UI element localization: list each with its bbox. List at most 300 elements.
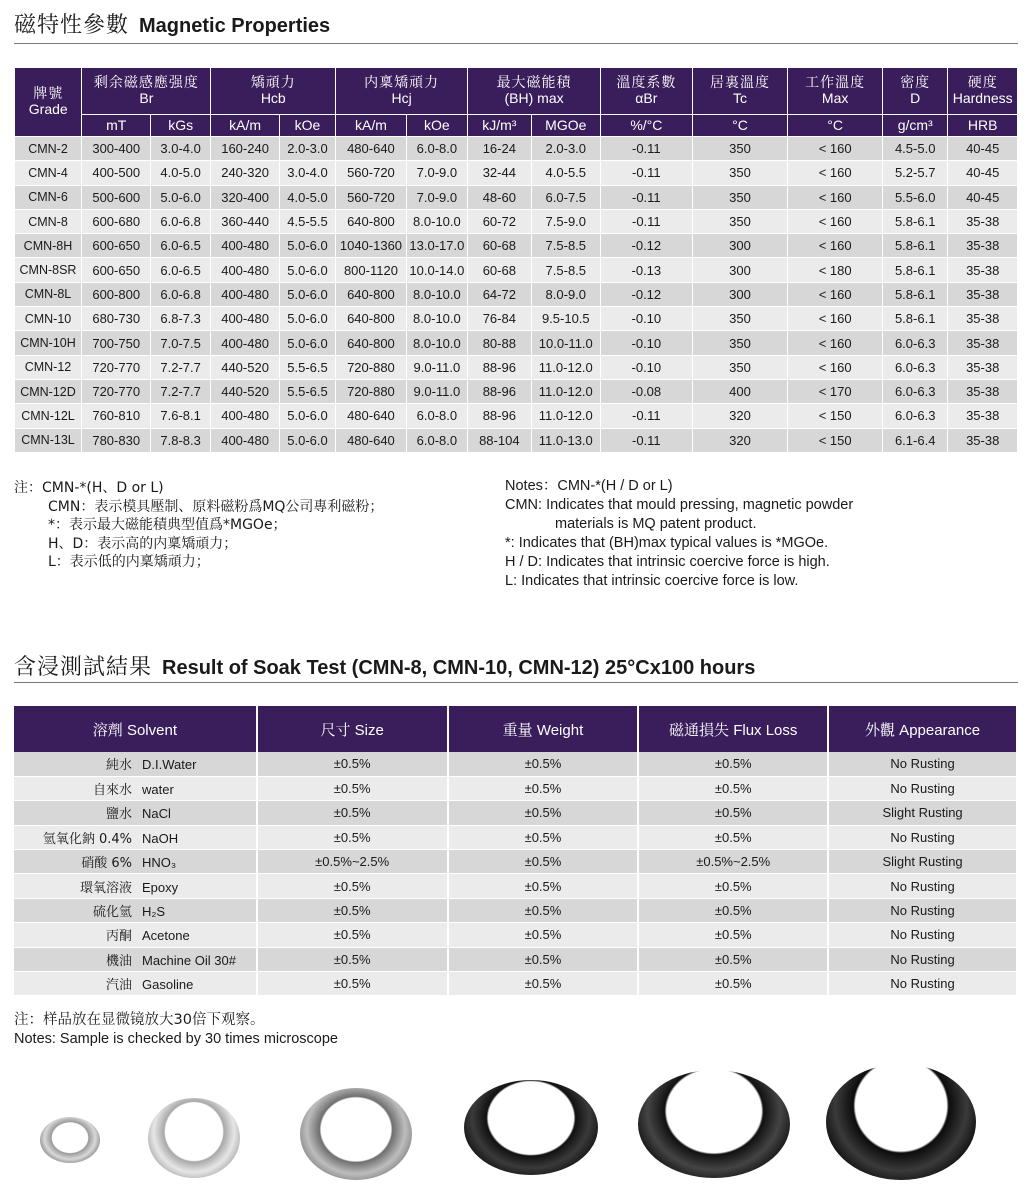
table-row: [14, 825, 1017, 849]
table-cell: 6.0-8.0: [406, 428, 467, 452]
grade-cell: CMN-10H: [15, 331, 82, 355]
grade-cell: CMN-12: [15, 355, 82, 379]
table-cell: 560-720: [336, 185, 406, 209]
solvent-name-cn: 硝酸 6%: [81, 856, 132, 872]
size-cell: ±0.5%: [257, 801, 448, 825]
table-cell: 7.5-8.5: [531, 234, 600, 258]
weight-cell: ±0.5%: [448, 776, 639, 800]
table-cell: 480-640: [336, 137, 406, 161]
table-cell: 11.0-13.0: [531, 428, 600, 452]
flux-cell: ±0.5%: [638, 752, 828, 776]
table-cell: 4.0-5.0: [279, 185, 335, 209]
table-cell: 9.0-11.0: [406, 355, 467, 379]
table-cell: < 160: [788, 234, 883, 258]
table-cell: 7.6-8.1: [150, 404, 210, 428]
header-grade: 牌號 Grade: [15, 68, 82, 137]
table-row: [14, 874, 1017, 898]
table-cell: < 150: [788, 428, 883, 452]
weight-cell: ±0.5%: [448, 801, 639, 825]
table-cell: -0.11: [601, 161, 693, 185]
table-cell: 600-800: [82, 282, 150, 306]
table-cell: 8.0-10.0: [406, 209, 467, 233]
table-cell: 5.0-6.0: [279, 282, 335, 306]
unit-header-cell: kA/m: [336, 115, 406, 137]
soak-header-cell: 重量 Weight: [448, 706, 639, 752]
table-cell: 35-38: [948, 234, 1018, 258]
weight-cell: ±0.5%: [448, 874, 639, 898]
soak-header-cell: 外觀 Appearance: [828, 706, 1017, 752]
flux-cell: ±0.5%: [638, 923, 828, 947]
table-cell: 5.5-6.0: [882, 185, 947, 209]
table-cell: 4.5-5.5: [279, 209, 335, 233]
table-cell: < 160: [788, 185, 883, 209]
table-cell: 480-640: [336, 404, 406, 428]
table-cell: 48-60: [468, 185, 531, 209]
note-line: CMN：表示模具壓制、原料磁粉爲MQ公司專利磁粉；: [48, 498, 384, 515]
table-cell: 60-68: [468, 258, 531, 282]
table-row: [15, 258, 1018, 282]
table-cell: 600-680: [82, 209, 150, 233]
table-cell: 640-800: [336, 209, 406, 233]
appearance-cell: No Rusting: [828, 776, 1017, 800]
table-cell: 480-640: [336, 428, 406, 452]
table-cell: 640-800: [336, 282, 406, 306]
table-cell: 7.5-8.5: [531, 258, 600, 282]
solvent-name-cn: 純水: [105, 758, 132, 774]
table-cell: < 160: [788, 137, 883, 161]
table-row: [14, 801, 1017, 825]
table-cell: 720-770: [82, 355, 150, 379]
unit-header-cell: %/°C: [601, 115, 693, 137]
table-cell: 640-800: [336, 331, 406, 355]
footnote-cn: 注：样品放在显微镜放大30倍下观察。: [14, 1012, 265, 1028]
table-cell: < 170: [788, 379, 883, 403]
table-cell: < 160: [788, 355, 883, 379]
table-cell: 560-720: [336, 161, 406, 185]
soak-header-cell: 磁通損失 Flux Loss: [638, 706, 828, 752]
grade-cell: CMN-10: [15, 307, 82, 331]
note-line: 注：CMN-*(H、D or L): [14, 480, 164, 496]
table-cell: 9.0-11.0: [406, 379, 467, 403]
flux-cell: ±0.5%: [638, 825, 828, 849]
table-cell: 240-320: [211, 161, 279, 185]
table-cell: 5.8-6.1: [882, 258, 947, 282]
soak-title-cn: 含浸測試結果: [14, 655, 153, 680]
table-cell: 35-38: [948, 428, 1018, 452]
table-cell: 8.0-9.0: [531, 282, 600, 306]
table-cell: 7.2-7.7: [150, 379, 210, 403]
table-cell: 10.0-11.0: [531, 331, 600, 355]
weight-cell: ±0.5%: [448, 923, 639, 947]
soak-header-cell: 溶劑 Solvent: [14, 706, 257, 752]
table-cell: 16-24: [468, 137, 531, 161]
flux-cell: ±0.5%: [638, 947, 828, 971]
table-cell: 6.0-6.5: [150, 258, 210, 282]
header-hcj: 内稟矯頑力 Hcj: [336, 68, 468, 115]
header-hardness: 硬度 Hardness: [948, 68, 1018, 115]
solvent-cell: [14, 972, 257, 996]
table-cell: 350: [692, 161, 788, 185]
unit-header-cell: kOe: [406, 115, 467, 137]
solvent-name-en: D.I.Water: [142, 757, 197, 773]
appearance-cell: No Rusting: [828, 972, 1017, 996]
table-cell: 5.0-6.0: [279, 428, 335, 452]
flux-cell: ±0.5%: [638, 972, 828, 996]
unit-header-cell: HRB: [948, 115, 1018, 137]
magnet-ring-black-2: [638, 1070, 790, 1178]
table-cell: 4.5-5.0: [882, 137, 947, 161]
table-cell: 300: [692, 234, 788, 258]
flux-cell: ±0.5%: [638, 874, 828, 898]
magnetic-properties-title: [14, 8, 330, 39]
table-row: [14, 752, 1017, 776]
table-row: [15, 307, 1018, 331]
table-row: [15, 137, 1018, 161]
grade-cell: CMN-8SR: [15, 258, 82, 282]
solvent-cell: [14, 947, 257, 971]
header-hcb: 矯頑力 Hcb: [211, 68, 336, 115]
footnote-en: Notes: Sample is checked by 30 times microscope: [14, 1031, 338, 1047]
weight-cell: ±0.5%: [448, 972, 639, 996]
grade-cell: CMN-6: [15, 185, 82, 209]
table-cell: 350: [692, 331, 788, 355]
table-cell: -0.10: [601, 331, 693, 355]
unit-header-cell: kA/m: [211, 115, 279, 137]
table-row: [15, 185, 1018, 209]
table-cell: 40-45: [948, 161, 1018, 185]
table-cell: -0.11: [601, 404, 693, 428]
weight-cell: ±0.5%: [448, 898, 639, 922]
table-cell: 7.5-9.0: [531, 209, 600, 233]
table-cell: 300: [692, 258, 788, 282]
title-cn: 磁特性參數: [14, 13, 130, 38]
table-cell: 780-830: [82, 428, 150, 452]
table-cell: 5.8-6.1: [882, 209, 947, 233]
table-cell: 11.0-12.0: [531, 355, 600, 379]
table-cell: 1040-1360: [336, 234, 406, 258]
table-cell: < 160: [788, 331, 883, 355]
note-line: Notes：CMN-*(H / D or L): [505, 478, 673, 494]
table-cell: 11.0-12.0: [531, 404, 600, 428]
weight-cell: ±0.5%: [448, 850, 639, 874]
appearance-cell: Slight Rusting: [828, 801, 1017, 825]
table-cell: 35-38: [948, 355, 1018, 379]
magnet-ring-large-silver: [300, 1088, 412, 1180]
magnetic-properties-table: [14, 67, 1018, 453]
table-cell: 5.0-6.0: [279, 234, 335, 258]
header-density: 密度 D: [882, 68, 947, 115]
table-cell: -0.10: [601, 307, 693, 331]
table-cell: 320-400: [211, 185, 279, 209]
table-cell: 360-440: [211, 209, 279, 233]
table-cell: 320: [692, 404, 788, 428]
unit-header-cell: g/cm³: [882, 115, 947, 137]
grade-cell: CMN-8L: [15, 282, 82, 306]
table-row: [14, 898, 1017, 922]
table-cell: 5.0-6.0: [150, 185, 210, 209]
appearance-cell: No Rusting: [828, 898, 1017, 922]
table-cell: 4.0-5.0: [150, 161, 210, 185]
table-cell: 5.0-6.0: [279, 258, 335, 282]
table-cell: 350: [692, 137, 788, 161]
table-row: [15, 379, 1018, 403]
unit-header-cell: kJ/m³: [468, 115, 531, 137]
table-cell: 6.0-7.5: [531, 185, 600, 209]
magnet-ring-medium-silver: [148, 1098, 240, 1178]
weight-cell: ±0.5%: [448, 752, 639, 776]
table-cell: 400-480: [211, 428, 279, 452]
table-cell: 35-38: [948, 282, 1018, 306]
table-cell: 76-84: [468, 307, 531, 331]
grade-cell: CMN-8: [15, 209, 82, 233]
solvent-cell: [14, 850, 257, 874]
table-row: [15, 209, 1018, 233]
size-cell: ±0.5%: [257, 972, 448, 996]
header-working-temp: 工作溫度 Max: [788, 68, 883, 115]
table-cell: 60-72: [468, 209, 531, 233]
solvent-name-cn: 汽油: [105, 978, 132, 994]
solvent-name-cn: 自來水: [92, 783, 132, 799]
table-cell: 440-520: [211, 379, 279, 403]
title-en: Magnetic Properties: [139, 15, 331, 37]
grade-cell: CMN-12D: [15, 379, 82, 403]
solvent-name-en: Machine Oil 30#: [142, 952, 236, 968]
grade-cell: CMN-4: [15, 161, 82, 185]
table-cell: 400-480: [211, 404, 279, 428]
table-cell: 80-88: [468, 331, 531, 355]
table-cell: 680-730: [82, 307, 150, 331]
table-cell: 35-38: [948, 209, 1018, 233]
unit-header-cell: MGOe: [531, 115, 600, 137]
table-cell: 9.5-10.5: [531, 307, 600, 331]
title-divider: [14, 43, 1018, 44]
table-cell: 7.0-9.0: [406, 161, 467, 185]
flux-cell: ±0.5%: [638, 776, 828, 800]
table-row: [15, 331, 1018, 355]
table-cell: 500-600: [82, 185, 150, 209]
table-cell: -0.13: [601, 258, 693, 282]
table-cell: -0.10: [601, 355, 693, 379]
table-cell: -0.11: [601, 137, 693, 161]
table-cell: 3.0-4.0: [150, 137, 210, 161]
table-cell: 35-38: [948, 379, 1018, 403]
size-cell: ±0.5%: [257, 752, 448, 776]
table-cell: 720-880: [336, 379, 406, 403]
table-cell: 10.0-14.0: [406, 258, 467, 282]
table-cell: 350: [692, 307, 788, 331]
table-cell: 350: [692, 355, 788, 379]
table-cell: 760-810: [82, 404, 150, 428]
solvent-name-en: Gasoline: [142, 977, 194, 993]
soak-test-title: [14, 650, 755, 681]
table-cell: 400-480: [211, 258, 279, 282]
soak-header-cell: 尺寸 Size: [257, 706, 448, 752]
solvent-cell: [14, 923, 257, 947]
table-row: [14, 947, 1017, 971]
solvent-name-en: Acetone: [142, 928, 190, 944]
table-cell: 6.0-8.0: [406, 404, 467, 428]
table-cell: 8.0-10.0: [406, 282, 467, 306]
table-cell: 5.0-6.0: [279, 307, 335, 331]
table-cell: 400-480: [211, 234, 279, 258]
table-row: [15, 234, 1018, 258]
table-cell: 600-650: [82, 258, 150, 282]
table-row: [14, 923, 1017, 947]
note-line: *: Indicates that (BH)max typical values is *MGOe.: [505, 535, 829, 551]
table-cell: 800-1120: [336, 258, 406, 282]
table-cell: 7.2-7.7: [150, 355, 210, 379]
table-cell: < 160: [788, 282, 883, 306]
weight-cell: ±0.5%: [448, 947, 639, 971]
grade-cell: CMN-12L: [15, 404, 82, 428]
table-cell: 6.0-6.3: [882, 404, 947, 428]
table-cell: < 180: [788, 258, 883, 282]
table-cell: < 160: [788, 307, 883, 331]
table-cell: 2.0-3.0: [279, 137, 335, 161]
solvent-name-en: Epoxy: [142, 879, 179, 895]
table-cell: 6.0-6.8: [150, 209, 210, 233]
appearance-cell: No Rusting: [828, 825, 1017, 849]
table-cell: 6.0-6.3: [882, 379, 947, 403]
table-cell: 350: [692, 209, 788, 233]
appearance-cell: Slight Rusting: [828, 850, 1017, 874]
table-row: [15, 282, 1018, 306]
table-cell: 11.0-12.0: [531, 379, 600, 403]
header-br: 剩余磁感應强度 Br: [82, 68, 211, 115]
table-cell: 8.0-10.0: [406, 307, 467, 331]
notes-english: [505, 477, 853, 591]
appearance-cell: No Rusting: [828, 923, 1017, 947]
solvent-name-cn: 環氧溶液: [79, 880, 132, 896]
table-cell: 640-800: [336, 307, 406, 331]
solvent-name-en: water: [142, 782, 174, 798]
table-cell: 6.0-6.3: [882, 331, 947, 355]
header-temp-coefficient: 溫度系數 αBr: [601, 68, 693, 115]
appearance-cell: No Rusting: [828, 752, 1017, 776]
table-cell: 440-520: [211, 355, 279, 379]
table-cell: 160-240: [211, 137, 279, 161]
note-line: L: Indicates that intrinsic coercive force is low.: [505, 573, 799, 589]
table-cell: 7.0-9.0: [406, 185, 467, 209]
solvent-cell: [14, 776, 257, 800]
note-line: *：表示最大磁能積典型值爲*MGOe；: [48, 517, 287, 533]
table-cell: 6.8-7.3: [150, 307, 210, 331]
soak-test-table: [14, 706, 1018, 996]
table-cell: < 150: [788, 404, 883, 428]
table-cell: 5.5-6.5: [279, 355, 335, 379]
solvent-cell: [14, 874, 257, 898]
table-cell: 5.5-6.5: [279, 379, 335, 403]
unit-header-cell: kGs: [150, 115, 210, 137]
table-cell: 600-650: [82, 234, 150, 258]
solvent-name-cn: 氫氧化鈉 0.4%: [42, 831, 132, 847]
size-cell: ±0.5%: [257, 898, 448, 922]
note-line: H / D: Indicates that intrinsic coercive force is high.: [505, 554, 830, 570]
unit-header-cell: °C: [692, 115, 788, 137]
grade-cell: CMN-2: [15, 137, 82, 161]
solvent-name-cn: 鹽水: [105, 807, 132, 823]
table-cell: 8.0-10.0: [406, 331, 467, 355]
table-cell: 300-400: [82, 137, 150, 161]
table-cell: 6.0-6.5: [150, 234, 210, 258]
table-cell: < 160: [788, 209, 883, 233]
flux-cell: ±0.5%: [638, 801, 828, 825]
table-row: [14, 776, 1017, 800]
table-cell: 88-96: [468, 404, 531, 428]
table-cell: 5.2-5.7: [882, 161, 947, 185]
table-cell: 88-104: [468, 428, 531, 452]
table-cell: 13.0-17.0: [406, 234, 467, 258]
table-row: [15, 355, 1018, 379]
table-cell: 88-96: [468, 379, 531, 403]
table-cell: 64-72: [468, 282, 531, 306]
table-cell: 6.0-6.8: [150, 282, 210, 306]
table-cell: 35-38: [948, 331, 1018, 355]
magnet-ring-black-3: [826, 1064, 976, 1180]
appearance-cell: No Rusting: [828, 874, 1017, 898]
table-cell: 3.0-4.0: [279, 161, 335, 185]
table-cell: 88-96: [468, 355, 531, 379]
table-cell: 7.0-7.5: [150, 331, 210, 355]
table-cell: 700-750: [82, 331, 150, 355]
table-cell: 7.8-8.3: [150, 428, 210, 452]
table-cell: 40-45: [948, 185, 1018, 209]
table-cell: 6.0-6.3: [882, 355, 947, 379]
table-cell: -0.11: [601, 209, 693, 233]
weight-cell: ±0.5%: [448, 825, 639, 849]
table-cell: 300: [692, 282, 788, 306]
table-cell: 40-45: [948, 137, 1018, 161]
table-cell: 400-480: [211, 307, 279, 331]
table-cell: 5.0-6.0: [279, 404, 335, 428]
header-curie-temp: 居裏溫度 Tc: [692, 68, 788, 115]
table-cell: 400-500: [82, 161, 150, 185]
table-cell: 35-38: [948, 258, 1018, 282]
table-cell: -0.11: [601, 185, 693, 209]
solvent-cell: [14, 898, 257, 922]
unit-header-cell: mT: [82, 115, 150, 137]
size-cell: ±0.5%: [257, 825, 448, 849]
table-row: [15, 161, 1018, 185]
table-cell: 2.0-3.0: [531, 137, 600, 161]
flux-cell: ±0.5%~2.5%: [638, 850, 828, 874]
size-cell: ±0.5%~2.5%: [257, 850, 448, 874]
table-cell: 60-68: [468, 234, 531, 258]
table-cell: 350: [692, 185, 788, 209]
table-cell: 5.8-6.1: [882, 282, 947, 306]
solvent-name-en: HNO₃: [142, 855, 177, 871]
table-cell: 6.1-6.4: [882, 428, 947, 452]
notes-chinese: [14, 479, 383, 572]
size-cell: ±0.5%: [257, 947, 448, 971]
unit-header-cell: °C: [788, 115, 883, 137]
table-cell: 4.0-5.5: [531, 161, 600, 185]
size-cell: ±0.5%: [257, 923, 448, 947]
table-cell: 720-770: [82, 379, 150, 403]
soak-title-divider: [14, 682, 1018, 683]
table-row: [15, 404, 1018, 428]
appearance-cell: No Rusting: [828, 947, 1017, 971]
table-cell: 720-880: [336, 355, 406, 379]
flux-cell: ±0.5%: [638, 898, 828, 922]
note-line: L：表示低的内稟矯頑力；: [48, 554, 210, 570]
magnet-ring-small-silver: [40, 1117, 100, 1163]
unit-header-cell: kOe: [279, 115, 335, 137]
table-cell: -0.12: [601, 234, 693, 258]
table-cell: 5.0-6.0: [279, 331, 335, 355]
size-cell: ±0.5%: [257, 776, 448, 800]
magnet-ring-black-1: [464, 1080, 598, 1175]
